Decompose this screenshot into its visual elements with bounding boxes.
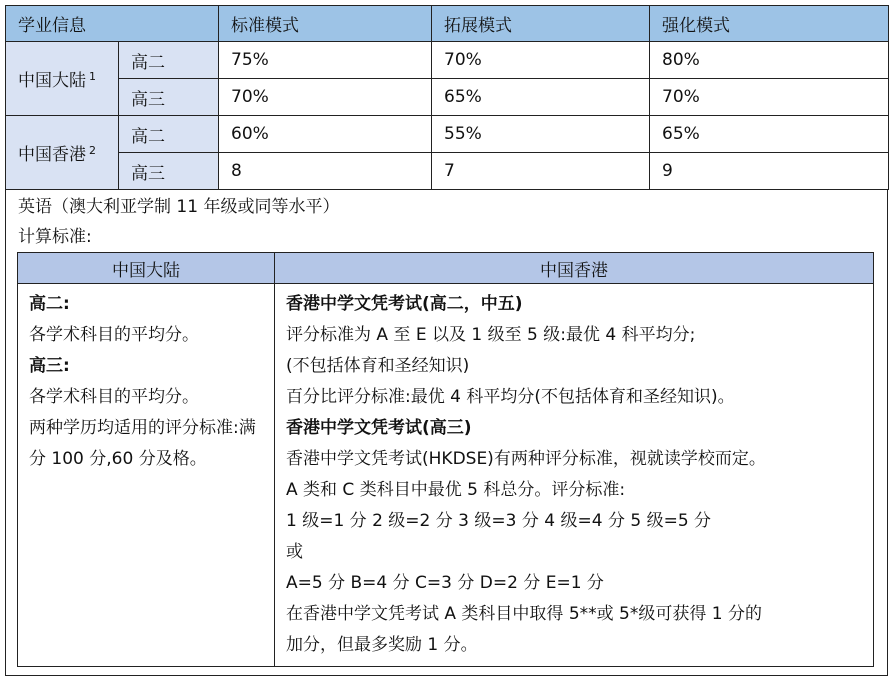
value-cell: 80% bbox=[650, 42, 889, 79]
mainland-g3-title: 高三: bbox=[29, 356, 70, 376]
hk-text-line: A=5 分 B=4 分 C=3 分 D=2 分 E=1 分 bbox=[286, 573, 604, 593]
value-cell: 55% bbox=[432, 116, 650, 153]
hk-dse-g2-title: 香港中学文凭考试(高二，中五) bbox=[286, 294, 523, 314]
mainland-cell bbox=[18, 284, 275, 667]
header-hongkong: 中国香港 bbox=[275, 253, 874, 284]
footnote-marker: 1 bbox=[89, 70, 96, 83]
value-cell: 65% bbox=[432, 79, 650, 116]
hk-dse-g3-title: 香港中学文凭考试(高三) bbox=[286, 418, 472, 438]
value-cell: 75% bbox=[219, 42, 432, 79]
grade-cell: 高三 bbox=[119, 153, 219, 190]
calculation-standard-table bbox=[17, 252, 874, 667]
mainland-g2-text: 各学术科目的平均分。 bbox=[29, 325, 199, 345]
region-mainland bbox=[6, 42, 119, 116]
hk-text-line: 1 级=1 分 2 级=2 分 3 级=3 分 4 级=4 分 5 级=5 分 bbox=[286, 511, 712, 531]
hk-text-line: 加分，但最多奖励 1 分。 bbox=[286, 635, 478, 655]
english-requirement-text: 英语（澳大利亚学制 11 年级或同等水平） bbox=[18, 197, 340, 217]
region-label: 中国香港 bbox=[18, 145, 86, 165]
calc-body-row bbox=[18, 284, 874, 667]
mainland-g3-text: 各学术科目的平均分。 bbox=[29, 387, 199, 407]
hk-text-line: 香港中学文凭考试(HKDSE)有两种评分标准，视就读学校而定。 bbox=[286, 449, 766, 469]
hk-text-line: 评分标准为 A 至 E 以及 1 级至 5 级:最优 4 科平均分; bbox=[286, 325, 696, 345]
value-cell: 70% bbox=[432, 42, 650, 79]
table-row bbox=[6, 79, 889, 116]
value-cell: 8 bbox=[219, 153, 432, 190]
english-requirements-section bbox=[5, 190, 888, 676]
mainland-g2-title: 高二: bbox=[29, 294, 70, 314]
grade-requirements-table bbox=[5, 5, 889, 190]
value-cell: 65% bbox=[650, 116, 889, 153]
hk-text-line: 百分比评分标准:最优 4 科平均分(不包括体育和圣经知识)。 bbox=[286, 387, 735, 407]
value-cell: 7 bbox=[432, 153, 650, 190]
header-intensive-mode: 强化模式 bbox=[650, 6, 889, 42]
value-cell: 9 bbox=[650, 153, 889, 190]
hk-text-line: A 类和 C 类科目中最优 5 科总分。评分标准: bbox=[286, 480, 626, 500]
table-row bbox=[6, 116, 889, 153]
footnote-marker: 2 bbox=[89, 144, 96, 157]
table-row bbox=[6, 42, 889, 79]
calculation-standard-label: 计算标准: bbox=[18, 227, 92, 247]
hk-text-line: 在香港中学文凭考试 A 类科目中取得 5**或 5*级可获得 1 分的 bbox=[286, 604, 762, 624]
calc-header-row bbox=[18, 253, 874, 284]
grade-cell: 高二 bbox=[119, 116, 219, 153]
value-cell: 70% bbox=[650, 79, 889, 116]
header-standard-mode: 标准模式 bbox=[219, 6, 432, 42]
grade-cell: 高三 bbox=[119, 79, 219, 116]
value-cell: 70% bbox=[219, 79, 432, 116]
region-hongkong bbox=[6, 116, 119, 190]
table-header-row bbox=[6, 6, 889, 42]
hk-text-line: 或 bbox=[286, 542, 303, 562]
value-cell: 60% bbox=[219, 116, 432, 153]
document bbox=[5, 5, 888, 676]
header-mainland: 中国大陆 bbox=[18, 253, 275, 284]
grade-cell: 高二 bbox=[119, 42, 219, 79]
region-label: 中国大陆 bbox=[18, 71, 86, 91]
hongkong-cell bbox=[275, 284, 874, 667]
header-extended-mode: 拓展模式 bbox=[432, 6, 650, 42]
header-academic-info: 学业信息 bbox=[6, 6, 219, 42]
table-row bbox=[6, 153, 889, 190]
hk-text-line: (不包括体育和圣经知识) bbox=[286, 356, 470, 376]
mainland-scoring-note: 两种学历均适用的评分标准:满分 100 分,60 分及格。 bbox=[29, 418, 256, 469]
